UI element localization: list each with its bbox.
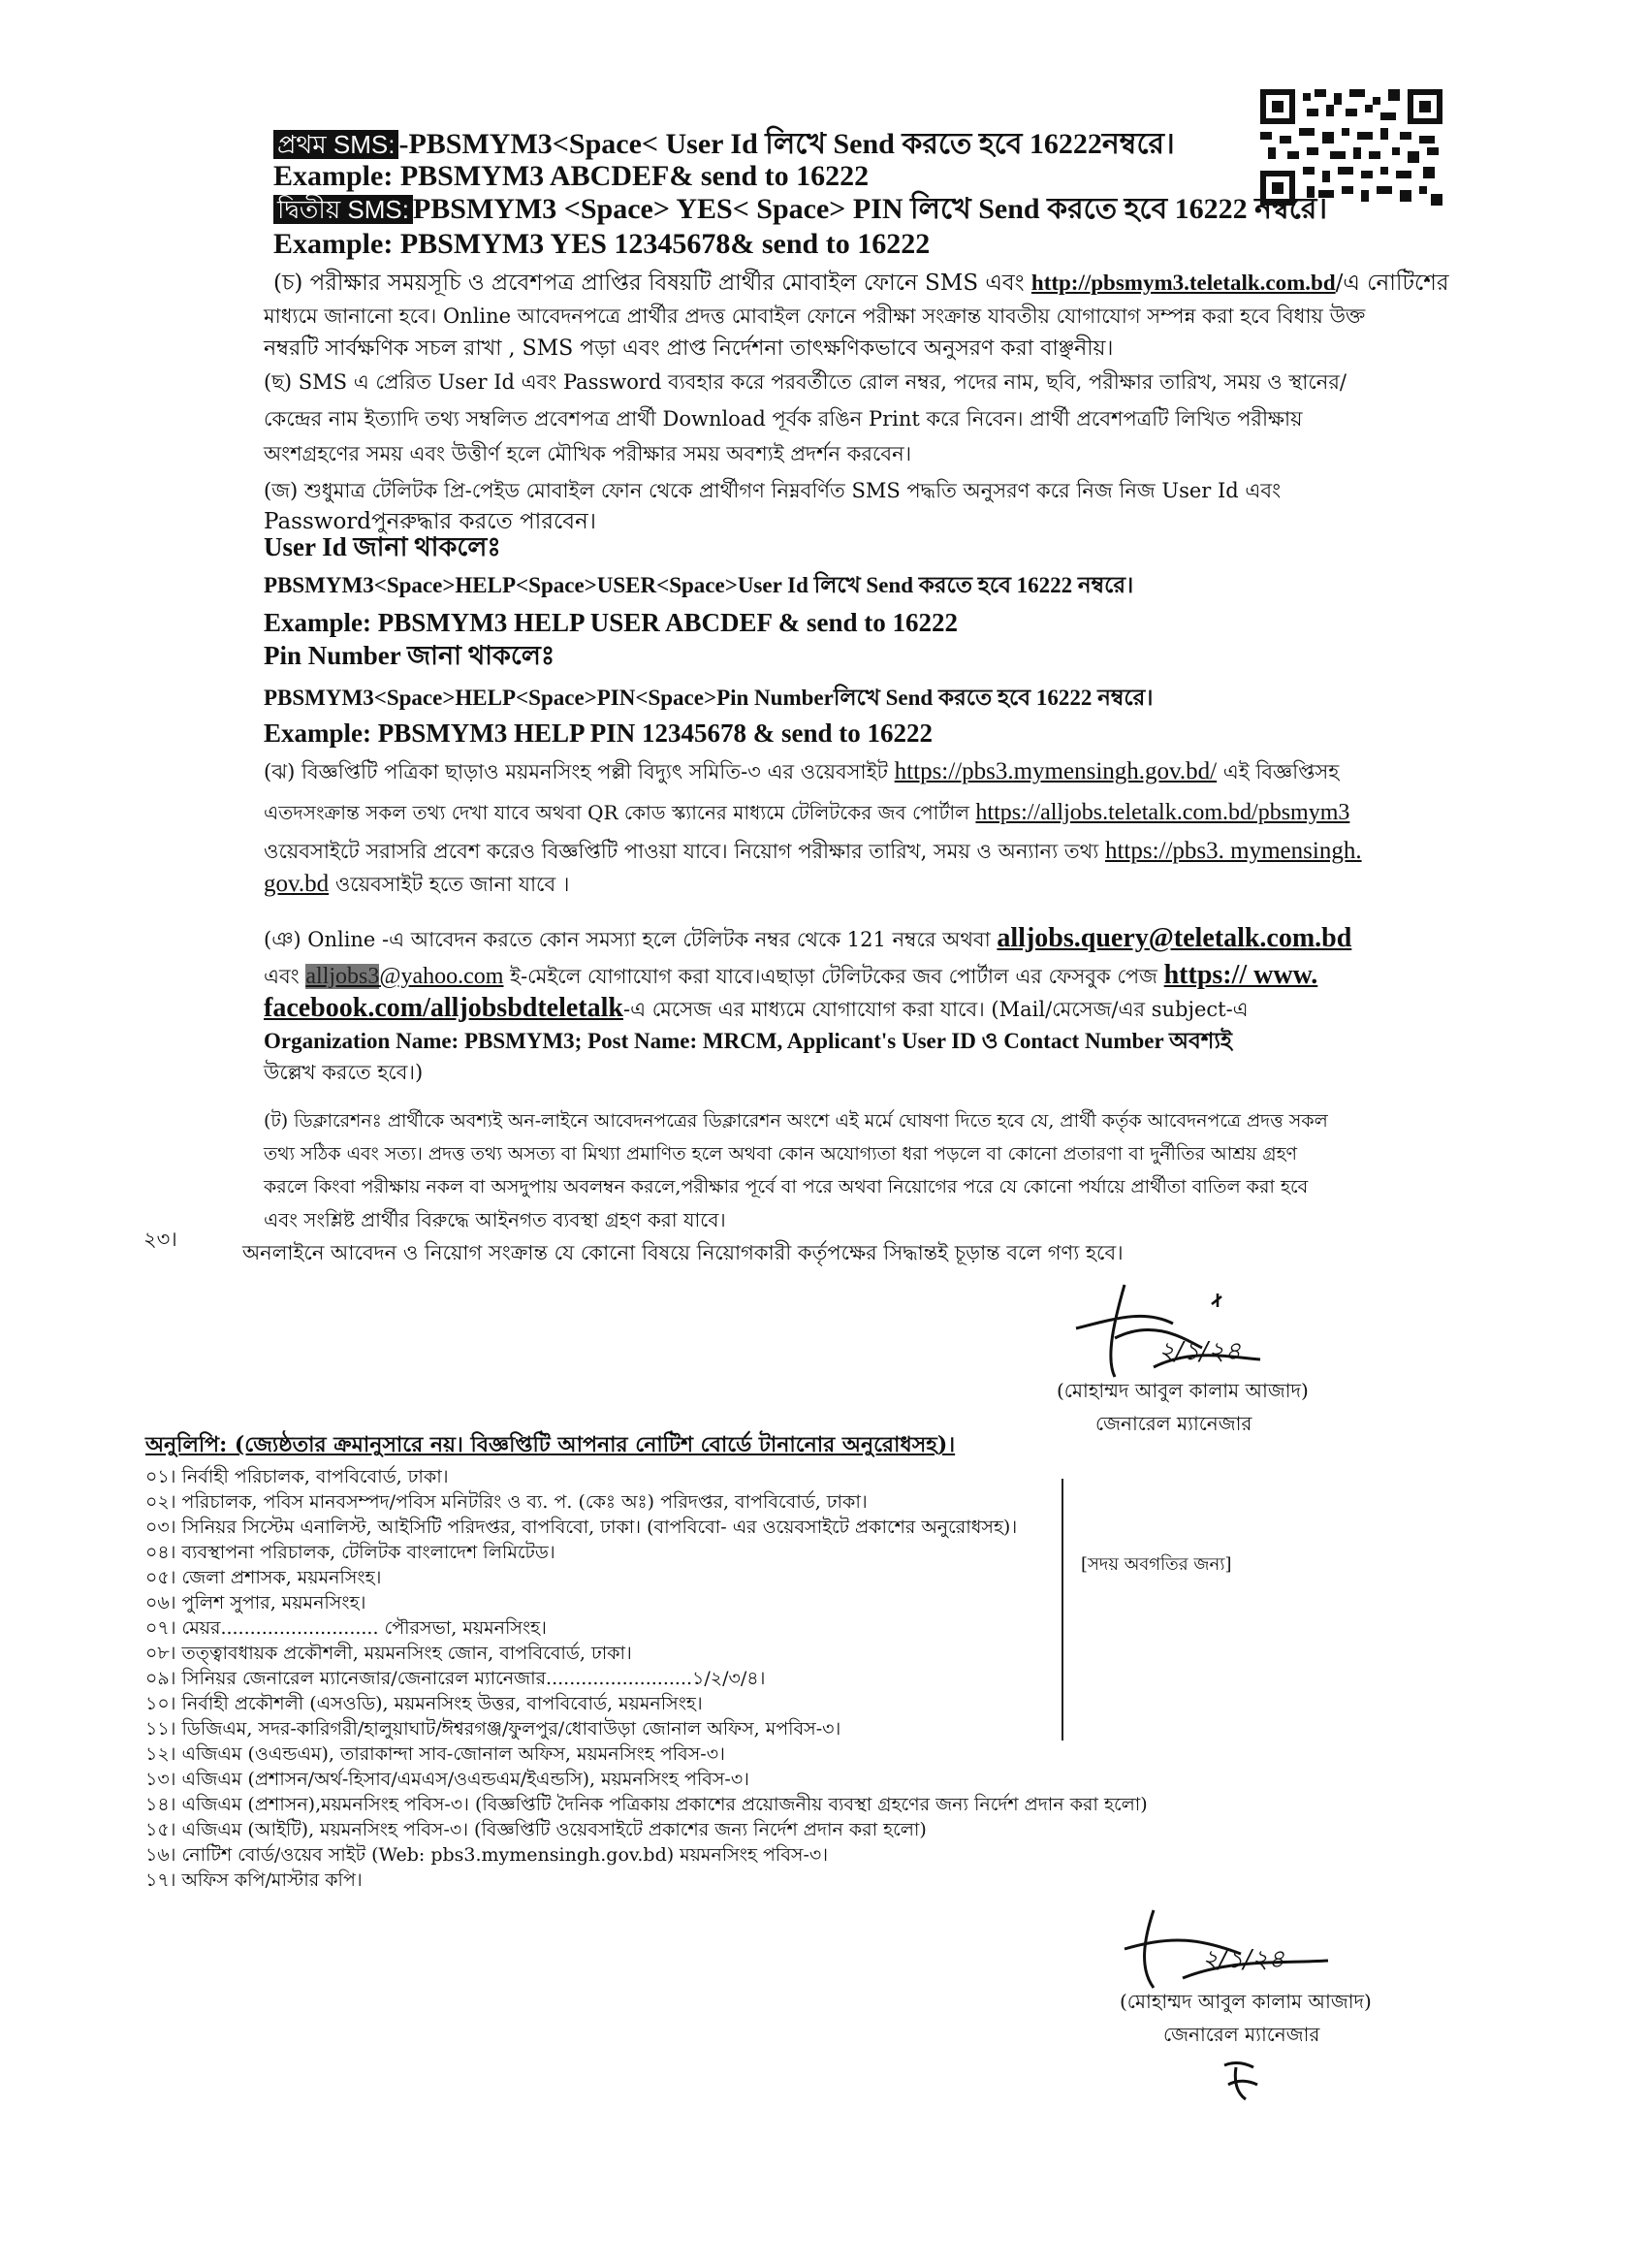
para-cha-text: (চ) পরীক্ষার সময়সূচি ও প্রবেশপত্র প্রাপ্তির বিষয়টি প্রার্থীর মোবাইল ফোনে SMS এবং [273, 271, 1025, 296]
para-cha-line1-end: /এ নোটিশের [1335, 271, 1449, 296]
signature-1-name: (মোহাম্মদ আবুল কালাম আজাদ) [1057, 1379, 1309, 1402]
second-sms-line [273, 194, 1327, 225]
signature-1-mark [1057, 1280, 1377, 1387]
divider-line [1062, 1479, 1063, 1741]
para-nya-line4: Organization Name: PBSMYM3; Post Name: MRCM, Applicant's User ID ও Contact Number অবশ্যই [264, 1029, 1233, 1053]
copy-list-item: ১৬। নোটিশ বোর্ড/ওয়েব সাইট (Web: pbs3.mymensingh.gov.bd) ময়মনসিংহ পবিস-৩। [145, 1844, 829, 1866]
first-sms-line [273, 129, 1175, 160]
signature-2-title: জেনারেল ম্যানেজার [1163, 2023, 1320, 2046]
para-nya-text: (ঞ) Online -এ আবেদন করতে কোন সমস্যা হলে টেলিটক নম্বর থেকে 121 নম্বরে অথবা [264, 928, 991, 951]
second-sms-example: Example: PBSMYM3 YES 12345678& send to 16222 [273, 228, 931, 260]
second-sms-text: PBSMYM3 <Space> YES< Space> PIN লিখে Send করতে হবে 16222 নম্বরে। [412, 193, 1328, 225]
teletalk-query-email-link[interactable]: alljobs.query@teletalk.com.bd [997, 923, 1352, 953]
copy-list-item: ০৪। ব্যবস্থাপনা পরিচালক, টেলিটক বাংলাদেশ লিমিটেড। [145, 1542, 555, 1563]
copy-list-item: ০৭। মেয়র........................... পৌরসভা, ময়মনসিংহ। [145, 1617, 547, 1639]
side-note: [সদয় অবগতির জন্য] [1081, 1554, 1232, 1575]
copy-list-item: ১৩। এজিএম (প্রশাসন/অর্থ-হিসাব/এমএস/ওএন্ডএম/ইএন্ডসি), ময়মনসিংহ পবিস-৩। [145, 1769, 749, 1790]
para-cha-line3: নম্বরটি সার্বক্ষণিক সচল রাখা , SMS পড়া এবং প্রাপ্ত নির্দেশনা তাৎক্ষণিকভাবে অনুসরণ করা বাঞ্ছনীয়। [264, 336, 1114, 361]
clause-23-text: অনলাইনে আবেদন ও নিয়োগ সংক্রান্ত যে কোনো বিষয়ে নিয়োগকারী কর্তৃপক্ষের সিদ্ধান্তই চূড়ান্ত বলে গণ্য হবে। [242, 1241, 1124, 1264]
pbs3-info-link[interactable]: https://pbs3. mymensingh. [1104, 838, 1362, 864]
teletalk-portal-link[interactable]: http://pbsmym3.teletalk.com.bd [1030, 271, 1336, 295]
alljobs-portal-link[interactable]: https://alljobs.teletalk.com.bd/pbsmym3 [975, 800, 1350, 825]
para-chha-line3: অংশগ্রহণের সময় এবং উত্তীর্ণ হলে মৌখিক পরীক্ষার সময় অবশ্যই প্রদর্শন করবেন। [264, 442, 912, 465]
para-jha-text2: এতদসংক্রান্ত সকল তথ্য দেখা যাবে অথবা QR কোড স্ক্যানের মাধ্যমে টেলিটকের জব পোর্টাল [264, 801, 970, 824]
signature-1-title: জেনারেল ম্যানেজার [1095, 1412, 1252, 1435]
copy-heading: অনুলিপি: (জ্যেষ্ঠতার ক্রমানুসারে নয়। বিজ্ঞপ্তিটি আপনার নোটিশ বোর্ডে টানানোর অনুরোধসহ)। [145, 1432, 956, 1457]
para-jha-line2 [264, 797, 1349, 828]
para-ta-line1: (ট) ডিক্লারেশনঃ প্রার্থীকে অবশ্যই অন-লাইনে আবেদনপত্রের ডিক্লারেশন অংশে এই মর্মে ঘোষণা দিতে হবে যে, প্রার্থী কর্তৃক আবেদনপত্রে প্রদত্ত সকল [264, 1110, 1328, 1132]
para-jha-line3 [264, 836, 1362, 867]
second-sms-tag: দ্বিতীয় SMS: [273, 195, 413, 224]
pin-example: Example: PBSMYM3 HELP PIN 12345678 & send to 16222 [264, 719, 934, 748]
para-ta-line3: করলে কিংবা পরীক্ষায় নকল বা অসদুপায় অবলম্বন করলে,পরীক্ষার পূর্বে বা পরে অথবা নিয়োগের পরে যে কোনো পর্যায়ে প্রার্থীতা বাতিল করা হবে [264, 1176, 1309, 1198]
copy-list-item: ১৪। এজিএম (প্রশাসন),ময়মনসিংহ পবিস-৩। (বিজ্ঞপ্তিটি দৈনিক পত্রিকায় প্রকাশের প্রয়োজনীয় ব্যবস্থা গ্রহণের জন্য নির্দেশ প্রদান করা হলো) [145, 1794, 1148, 1815]
pin-heading: Pin Number জানা থাকলেঃ [264, 641, 555, 670]
para-ja-line2: Passwordপুনরুদ্ধার করতে পারবেন। [264, 509, 596, 534]
para-nya-text3: -এ মেসেজ এর মাধ্যমে যোগাযোগ করা যাবে। (Mail/মেসেজ/এর subject-এ [623, 998, 1249, 1021]
copy-list-item: ১৭। অফিস কপি/মাস্টার কপি। [145, 1869, 363, 1891]
first-sms-example: Example: PBSMYM3 ABCDEF& send to 16222 [273, 160, 870, 192]
para-nya-and: এবং [264, 965, 300, 988]
first-sms-text: -PBSMYM3<Space< User Id লিখে Send করতে হবে 16222নম্বরে। [398, 128, 1175, 160]
signature-2-name: (মোহাম্মদ আবুল কালাম আজাদ) [1120, 1990, 1372, 2013]
userid-example: Example: PBSMYM3 HELP USER ABCDEF & send to 16222 [264, 608, 959, 637]
para-ta-line4: এবং সংশ্লিষ্ট প্রার্থীর বিরুদ্ধে আইনগত ব্যবস্থা গ্রহণ করা যাবে। [264, 1208, 726, 1231]
para-cha-line2: মাধ্যমে জানানো হবে। Online আবেদনপত্রে প্রার্থীর প্রদত্ত মোবাইল ফোনে পরীক্ষা সংক্রান্ত যাবতীয় যোগাযোগ সম্পন্ন করা হবে বিধায় উক্ত [264, 304, 1366, 328]
copy-list-item: ০৮। তত্ত্বাবধায়ক প্রকৌশলী, ময়মনসিংহ জোন, বাপবিবোর্ড, ঢাকা। [145, 1643, 632, 1664]
para-ja-line1: (জ) শুধুমাত্র টেলিটক প্রি-পেইড মোবাইল ফোন থেকে প্রার্থীগণ নিম্নবর্ণিত SMS পদ্ধতি অনুসরণ করে নিজ নিজ User Id এবং [264, 479, 1282, 502]
first-sms-tag: প্রথম SMS: [273, 130, 398, 159]
para-jha-line1-end: এই বিজ্ঞপ্তিসহ [1222, 760, 1340, 783]
facebook-page-link[interactable]: facebook.com/alljobsbdteletalk [264, 993, 623, 1023]
copy-list-item: ১১। ডিজিএম, সদর-কারিগরী/হালুয়াঘাট/ঈশ্বরগঞ্জ/ফুলপুর/ধোবাউড়া জোনাল অফিস, মপবিস-৩। [145, 1718, 841, 1740]
initial-mark [1217, 2056, 1265, 2104]
copy-list-item: ০৫। জেলা প্রশাসক, ময়মনসিংহ। [145, 1567, 382, 1588]
signature-2-date: ২/১/২৪ [1202, 1945, 1285, 1974]
copy-list-item: ১২। এজিএম (ওএন্ডএম), তারাকান্দা সাব-জোনাল অফিস, ময়মনসিংহ পবিস-৩। [145, 1743, 725, 1765]
pbs3-website-link[interactable]: https://pbs3.mymensingh.gov.bd/ [894, 758, 1218, 784]
userid-heading: User Id জানা থাকলেঃ [264, 532, 501, 561]
pin-command: PBSMYM3<Space>HELP<Space>PIN<Space>Pin Numberলিখে Send করতে হবে 16222 নম্বরে। [264, 686, 1154, 710]
facebook-link-start[interactable]: https:// www. [1163, 960, 1318, 990]
copy-list-item: ০২। পরিচালক, পবিস মানবসম্পদ/পবিস মনিটরিং ও ব্য. প. (কেঃ অঃ) পরিদপ্তর, বাপবিবোর্ড, ঢাকা। [145, 1491, 868, 1513]
para-nya-line3 [264, 993, 1249, 1025]
signature-1-date: ২/১/২৪ [1158, 1337, 1242, 1366]
copy-list-item: ১৫। এজিএম (আইটি), ময়মনসিংহ পবিস-৩। (বিজ্ঞপ্তিটি ওয়েবসাইটে প্রকাশের জন্য নির্দেশ প্রদান করা হলো) [145, 1819, 927, 1840]
para-ta-line2: তথ্য সঠিক এবং সত্য। প্রদত্ত তথ্য অসত্য বা মিথ্যা প্রমাণিত হলে অথবা কোন অযোগ্যতা ধরা পড়লে বা কোনো প্রতারণা বা দুর্নীতির আশ্রয় গ্রহণ [264, 1143, 1298, 1165]
para-cha-line1 [273, 268, 1449, 299]
para-nya-line1 [264, 923, 1351, 955]
para-nya-line2 [264, 960, 1317, 992]
para-chha-line2: কেন্দ্রের নাম ইত্যাদি তথ্য সম্বলিত প্রবেশপত্র প্রার্থী Download পূর্বক রঙিন Print করে নিবেন। প্রার্থী প্রবেশপত্রটি লিখিত পরীক্ষায় [264, 407, 1303, 431]
para-jha-text: (ঝ) বিজ্ঞপ্তিটি পত্রিকা ছাড়াও ময়মনসিংহ পল্লী বিদ্যুৎ সমিতি-৩ এর ওয়েবসাইট [264, 760, 888, 783]
para-jha-line4 [264, 869, 569, 900]
copy-list-item: ০৩। সিনিয়র সিস্টেম এনালিস্ট, আইসিটি পরিদপ্তর, বাপবিবো, ঢাকা। (বাপবিবো- এর ওয়েবসাইটে প্রকাশের অনুরোধসহ)। [145, 1517, 1018, 1538]
para-nya-line5: উল্লেখ করতে হবে।) [264, 1061, 424, 1084]
para-nya-text2: ই-মেইলে যোগাযোগ করা যাবে।এছাড়া টেলিটকের জব পোর্টাল এর ফেসবুক পেজ [510, 965, 1157, 988]
clause-23-number: ২৩। [143, 1228, 177, 1251]
para-jha-text4: ওয়েবসাইট হতে জানা যাবে । [334, 873, 570, 896]
pbs3-info-link-cont[interactable]: gov.bd [264, 871, 330, 897]
copy-list-item: ০৬। পুলিশ সুপার, ময়মনসিংহ। [145, 1592, 366, 1613]
yahoo-email-domain: @yahoo.com [379, 964, 504, 989]
para-jha-line1 [264, 756, 1339, 787]
copy-list-item: ১০। নির্বাহী প্রকৌশলী (এসওডি), ময়মনসিংহ উত্তর, বাপবিবোর্ড, ময়মনসিংহ। [145, 1693, 703, 1714]
para-chha-line1: (ছ) SMS এ প্রেরিত User Id এবং Password ব্যবহার করে পরবর্তীতে রোল নম্বর, পদের নাম, ছবি, পরীক্ষার তারিখ, সময় ও স্থানের/ [264, 370, 1347, 394]
para-jha-text3: ওয়েবসাইটে সরাসরি প্রবেশ করেও বিজ্ঞপ্তিটি পাওয়া যাবে। নিয়োগ পরীক্ষার তারিখ, সময় ও অন্যান্য তথ্য [264, 840, 1099, 863]
qr-code-icon [1260, 89, 1442, 206]
copy-list-item: ০৯। সিনিয়র জেনারেল ম্যানেজার/জেনারেল ম্যানেজার.........................১/২/৩/৪। [145, 1668, 766, 1689]
copy-list-item: ০১। নির্বাহী পরিচালক, বাপবিবোর্ড, ঢাকা। [145, 1466, 449, 1487]
yahoo-email-user: alljobs3 [305, 964, 380, 989]
userid-command: PBSMYM3<Space>HELP<Space>USER<Space>User Id লিখে Send করতে হবে 16222 নম্বরে। [264, 573, 1134, 597]
yahoo-email-link[interactable] [305, 964, 503, 989]
